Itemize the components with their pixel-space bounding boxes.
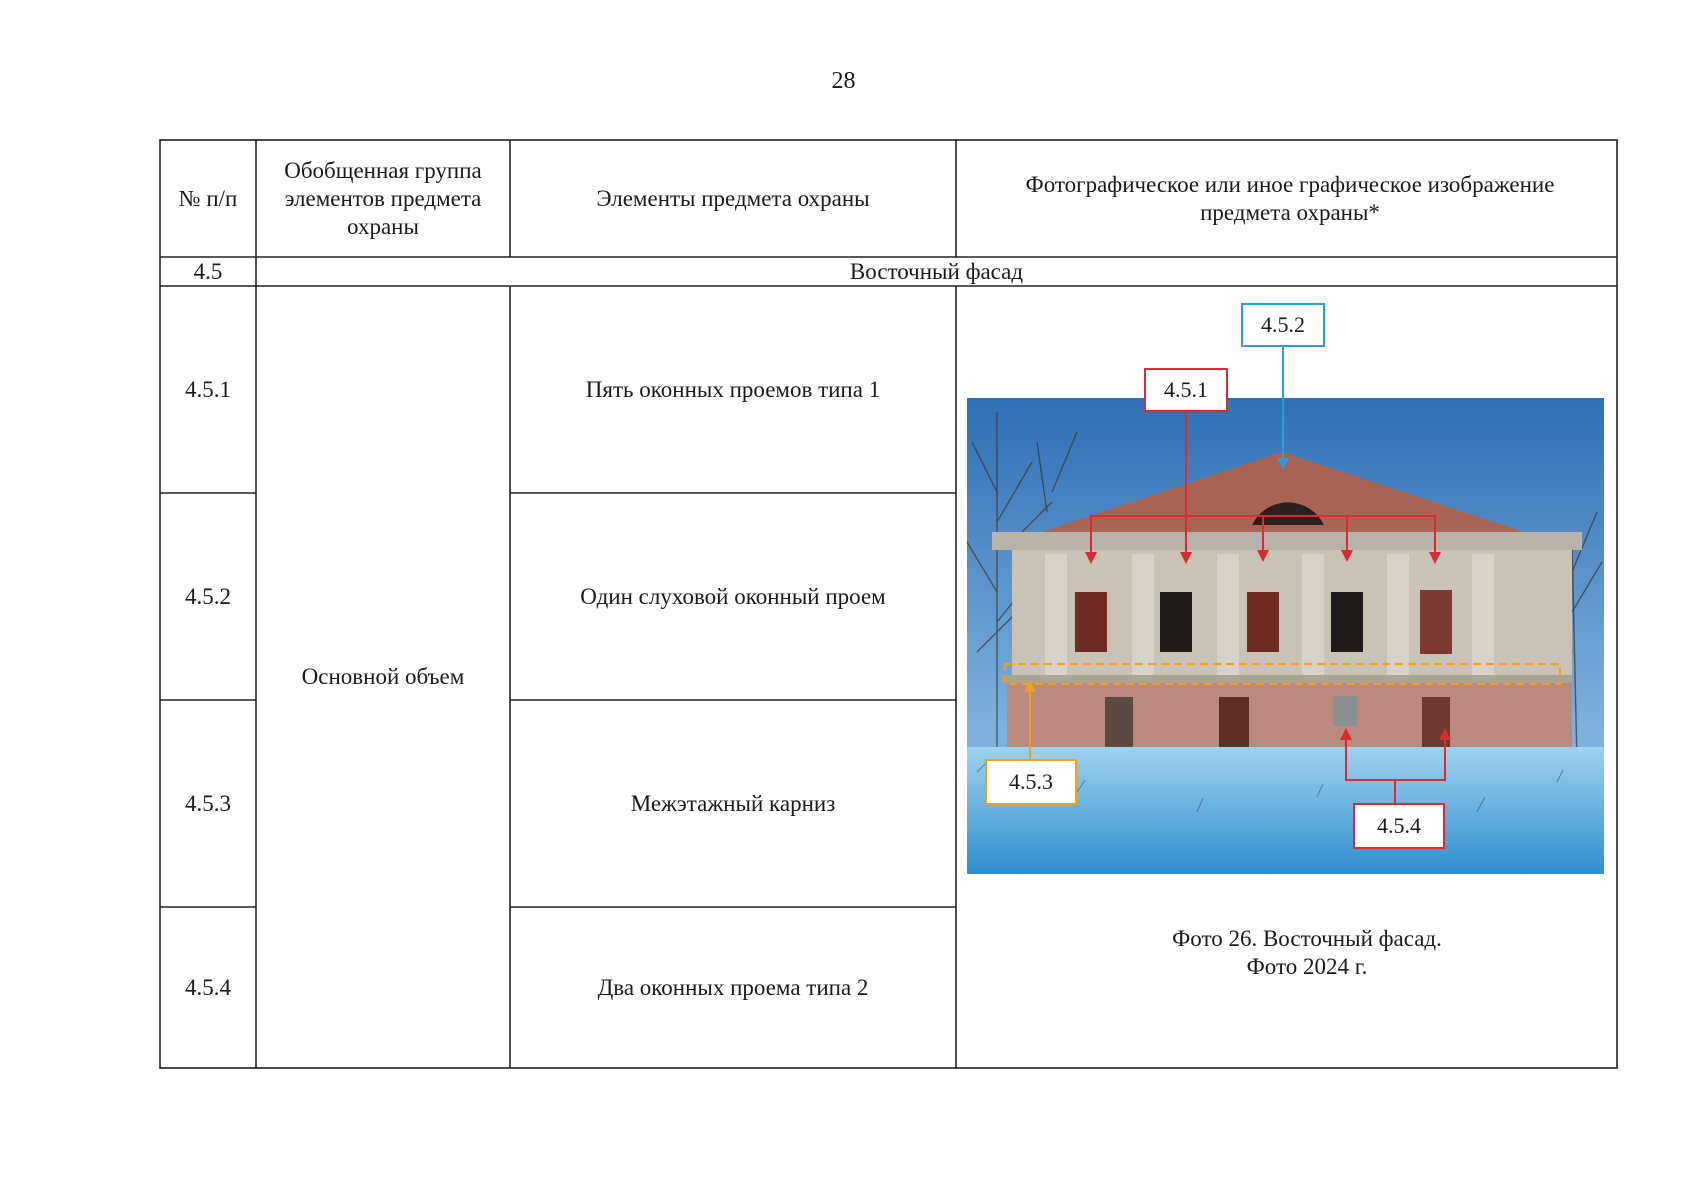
photo-caption-line-1: Фото 26. Восточный фасад. xyxy=(1172,926,1442,951)
tag-4-5-2: 4.5.2 xyxy=(1261,312,1305,337)
row-number-4: 4.5.4 xyxy=(185,974,231,1000)
tag-4-5-4: 4.5.4 xyxy=(1377,813,1421,838)
row-number-1: 4.5.1 xyxy=(185,376,231,402)
tag-4-5-1: 4.5.1 xyxy=(1164,377,1208,402)
header-num: № п/п xyxy=(178,185,238,211)
row-element-4: Два оконных проема типа 2 xyxy=(597,974,869,1000)
facade-photo xyxy=(957,292,1657,912)
section-title: Восточный фасад xyxy=(849,258,1024,284)
header-image: Фотографическое или иное графическое изображение предмета охраны* xyxy=(1025,171,1555,225)
row-element-1: Пять оконных проемов типа 1 xyxy=(585,376,881,402)
photo-caption-line-2: Фото 2024 г. xyxy=(1246,954,1368,979)
page-number: 28 xyxy=(831,68,856,94)
row-number-3: 4.5.3 xyxy=(185,790,231,816)
tag-4-5-3: 4.5.3 xyxy=(1009,769,1053,794)
row-element-2: Один слуховой оконный проем xyxy=(580,583,886,609)
row-element-3: Межэтажный карниз xyxy=(630,790,836,816)
section-number: 4.5 xyxy=(193,258,223,284)
header-group: Обобщенная группа элементов предмета охраны xyxy=(284,157,482,239)
header-elements: Элементы предмета охраны xyxy=(596,185,870,211)
group-name: Основной объем xyxy=(301,664,465,689)
photo-caption xyxy=(957,925,1657,981)
row-number-2: 4.5.2 xyxy=(185,583,231,609)
